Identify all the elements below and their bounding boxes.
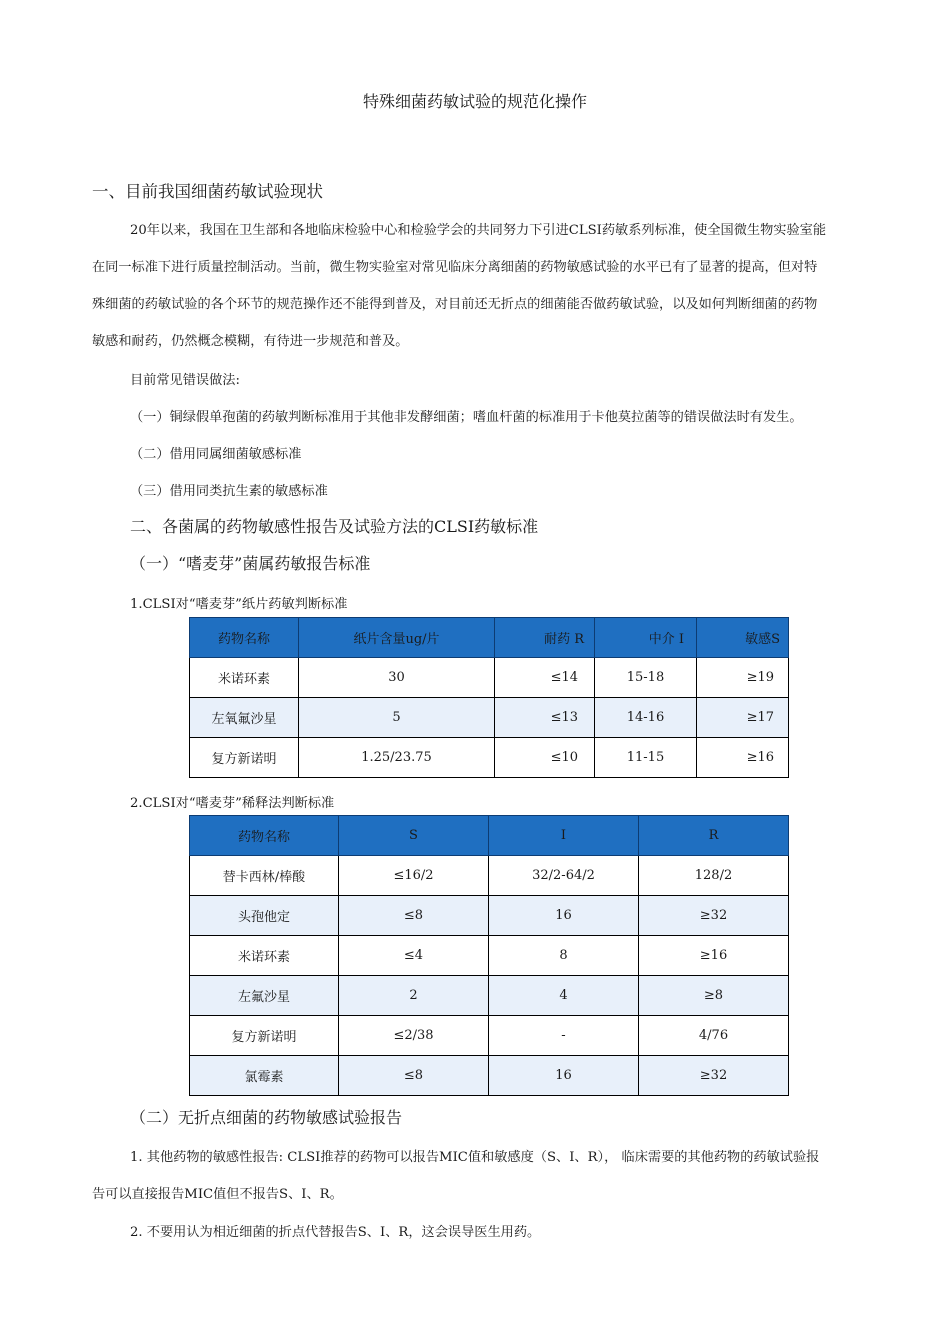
table-cell: ≤16/2 (339, 856, 489, 896)
table-caption: 1.CLSI对“嗜麦芽”纸片药敏判断标准 (130, 597, 348, 612)
table-row (190, 856, 789, 896)
table-cell: 复方新诺明 (190, 1016, 339, 1056)
table-cell: 32/2-64/2 (489, 856, 639, 896)
table-cell: 14-16 (595, 698, 697, 738)
paragraph-line: 20年以来，我国在卫生部和各地临床检验中心和检验学会的共同努力下引进CLSI药敏系列标准，使全国微生物实验室能 (130, 223, 827, 238)
table-row (190, 976, 789, 1016)
table-caption: 2.CLSI对“嗜麦芽”稀释法判断标准 (130, 796, 335, 811)
table-cell: 复方新诺明 (190, 738, 299, 778)
table-cell: 16 (489, 896, 639, 936)
disk-diffusion-table (189, 617, 789, 778)
paragraph-line: 殊细菌的药敏试验的各个环节的规范操作还不能得到普及，对目前还无折点的细菌能否做药敏试验，以及如何判断细菌的药物 (92, 297, 818, 312)
header-cell: 中介 I (595, 618, 697, 658)
table-cell: 30 (299, 658, 495, 698)
table-row (190, 698, 789, 738)
table-cell: - (489, 1016, 639, 1056)
table-cell: ≥16 (697, 738, 789, 778)
table-cell: 15-18 (595, 658, 697, 698)
table-cell: 头孢他定 (190, 896, 339, 936)
header-cell: 药物名称 (190, 618, 299, 658)
error-item: （三）借用同类抗生素的敏感标准 (130, 484, 328, 499)
table-cell: 替卡西林/棒酸 (190, 856, 339, 896)
table-cell: 氯霉素 (190, 1056, 339, 1096)
table-cell: 4 (489, 976, 639, 1016)
header-cell: 敏感S (697, 618, 789, 658)
table-cell: ≥32 (639, 1056, 789, 1096)
paragraph-line: 告可以直接报告MIC值但不报告S、I、R。 (92, 1187, 343, 1202)
table-cell: 左氧氟沙星 (190, 698, 299, 738)
error-item: （一）铜绿假单孢菌的药敏判断标准用于其他非发酵细菌；嗜血杆菌的标准用于卡他莫拉菌等的错误做法时有发生。 (130, 410, 803, 425)
table-row (190, 896, 789, 936)
table-row (190, 1016, 789, 1056)
errors-label: 目前常见错误做法: (130, 373, 240, 388)
table-cell: 米诺环素 (190, 658, 299, 698)
table-cell: 1.25/23.75 (299, 738, 495, 778)
subsection-heading: （一）“嗜麦芽”菌属药敏报告标准 (130, 554, 371, 573)
table-cell: ≤8 (339, 1056, 489, 1096)
table-cell: 128/2 (639, 856, 789, 896)
table-row (190, 1056, 789, 1096)
dilution-table (189, 815, 789, 1096)
table-row (190, 738, 789, 778)
table-cell: ≥19 (697, 658, 789, 698)
table-cell: ≤10 (495, 738, 595, 778)
table-cell: 左氟沙星 (190, 976, 339, 1016)
page-title: 特殊细菌药敏试验的规范化操作 (362, 92, 587, 111)
paragraph-line: 在同一标准下进行质量控制活动。当前，微生物实验室对常见临床分离细菌的药物敏感试验的水平已有了显著的提高，但对特 (92, 260, 818, 275)
table-cell: ≤4 (339, 936, 489, 976)
table-cell: 11-15 (595, 738, 697, 778)
table-cell: ≤13 (495, 698, 595, 738)
table-cell: 4/76 (639, 1016, 789, 1056)
header-cell: I (489, 816, 639, 856)
table-header-row (190, 618, 789, 658)
table-cell: ≥17 (697, 698, 789, 738)
table-row (190, 936, 789, 976)
header-cell: 纸片含量ug/片 (299, 618, 495, 658)
paragraph-line: 2. 不要用认为相近细菌的折点代替报告S、I、R，这会误导医生用药。 (130, 1225, 541, 1240)
subsection-heading: （二）无折点细菌的药物敏感试验报告 (130, 1108, 403, 1127)
table-cell: ≥8 (639, 976, 789, 1016)
section-heading-1: 一、目前我国细菌药敏试验现状 (92, 182, 323, 201)
table-cell: ≤2/38 (339, 1016, 489, 1056)
paragraph-line: 敏感和耐药，仍然概念模糊，有待进一步规范和普及。 (92, 334, 409, 349)
header-cell: S (339, 816, 489, 856)
header-cell: 耐药 R (495, 618, 595, 658)
paragraph-line: 1. 其他药物的敏感性报告: CLSI推荐的药物可以报告MIC值和敏感度（S、I、R）， 临床需要的其他药物的药敏试验报 (130, 1150, 820, 1165)
table-cell: 2 (339, 976, 489, 1016)
header-cell: R (639, 816, 789, 856)
table-cell: ≤14 (495, 658, 595, 698)
table-cell: ≥16 (639, 936, 789, 976)
header-cell: 药物名称 (190, 816, 339, 856)
table-cell: 5 (299, 698, 495, 738)
table-row (190, 658, 789, 698)
section-heading-2: 二、各菌属的药物敏感性报告及试验方法的CLSI药敏标准 (130, 517, 539, 536)
table-cell: ≤8 (339, 896, 489, 936)
table-cell: 16 (489, 1056, 639, 1096)
table-cell: 8 (489, 936, 639, 976)
error-item: （二）借用同属细菌敏感标准 (130, 447, 302, 462)
table-header-row (190, 816, 789, 856)
table-cell: ≥32 (639, 896, 789, 936)
table-cell: 米诺环素 (190, 936, 339, 976)
